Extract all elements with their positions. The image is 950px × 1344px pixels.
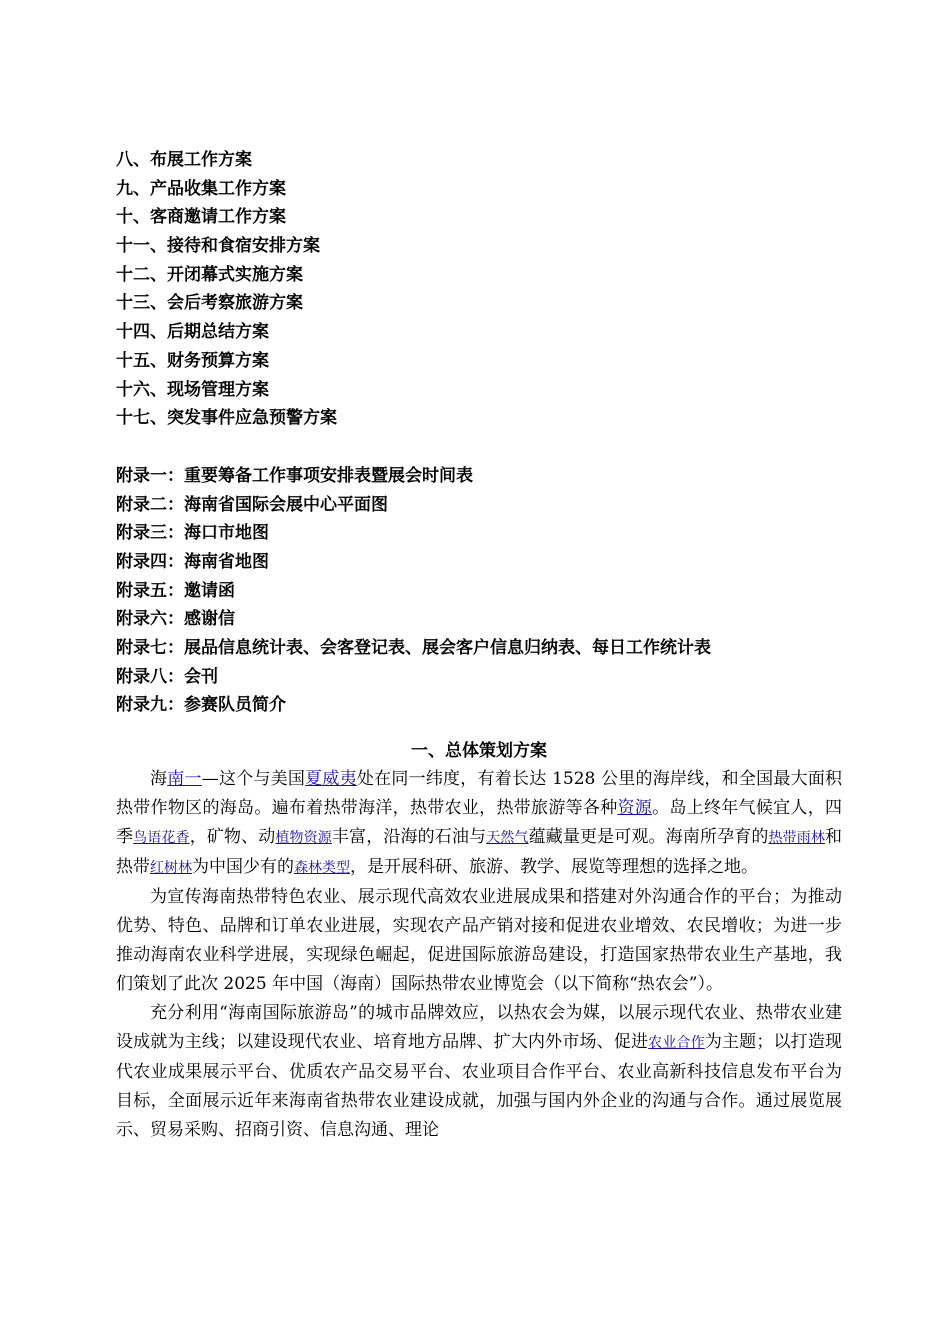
toc-item: 十三、会后考察旅游方案: [116, 293, 303, 314]
link-mangrove[interactable]: 红树林: [150, 860, 192, 877]
link-resources[interactable]: 资源: [617, 798, 653, 819]
toc-item: 十二、开闭幕式实施方案: [116, 264, 303, 285]
text: ，矿物、动: [189, 827, 276, 848]
appendix-item: 附录二：海南省国际会展中心平面图: [116, 494, 388, 515]
text: ，是开展科研、旅游、教学、展览等理想的选择之地。: [350, 857, 758, 878]
text: 和热带: [116, 827, 843, 878]
link-natural-gas[interactable]: 天然气: [486, 830, 529, 847]
text: —这个与美国: [201, 769, 306, 790]
toc-item: 十六、现场管理方案: [116, 379, 269, 400]
link-forest-types[interactable]: 森林类型: [294, 860, 350, 877]
link-tropical-rainforest[interactable]: 热带雨林: [768, 830, 826, 847]
paragraph-strategy: [116, 999, 842, 1145]
text: 为主题；以打造现代农业成果展示平台、优质农产品交易平台、农业项目合作平台、农业高新科技信息发布平台为目标，全面展示近年来海南省热带农业建设成就，加强与国内外企业的沟通与合作。通过展览展示、贸易采购、招商引资、信息沟通、理论: [116, 1032, 843, 1141]
section-title: 一、总体策划方案: [411, 741, 547, 762]
appendix-item: 附录六：感谢信: [116, 609, 235, 630]
text: 丰富，沿海的石油与: [331, 827, 487, 848]
text: 为中国少有的: [192, 857, 294, 878]
toc-list: [116, 146, 842, 433]
toc-item: 十四、后期总结方案: [116, 322, 269, 343]
toc-item: 十五、财务预算方案: [116, 350, 269, 371]
appendix-item: 附录八：会刊: [116, 666, 218, 687]
appendix-item: 附录一：重要筹备工作事项安排表暨展会时间表: [116, 465, 473, 486]
link-hawaii[interactable]: 夏威夷: [305, 769, 357, 790]
document-page: [116, 146, 842, 1145]
link-plant-resources[interactable]: 植物资源: [275, 830, 332, 847]
appendix-item: 附录四：海南省地图: [116, 551, 269, 572]
text: 海: [150, 769, 168, 790]
text: 处在同一纬度，有着长达 1528 公里的海岸线，和全国最大面积热带作物区的海岛。遍布着热带海洋，热带农业，热带旅游等各种: [116, 769, 843, 819]
paragraph-intro: [116, 765, 842, 883]
text: 充分利用“海南国际旅游岛”的城市品牌效应，以热农会为媒，以展示现代农业、热带农业建设成就为主线；以建设现代农业、培育地方品牌、扩大内外市场、促进: [116, 1003, 842, 1053]
text: 蕴藏量更是可观。海南所孕育的: [528, 827, 769, 848]
paragraph-purpose: 为宣传海南热带特色农业、展示现代高效农业进展成果和搭建对外沟通合作的平台；为推动优势、特色、品牌和订单农业进展，实现农产品产销对接和促进农业增效、农民增收；为进一步推动海南农业科学进展，实现绿色崛起，促进国际旅游岛建设，打造国家热带农业生产基地，我们策划了此次 2025 年中国（海南）国际热带农业博览会（以下简称“热农会”）。: [116, 887, 842, 995]
toc-item: 十一、接待和食宿安排方案: [116, 236, 320, 257]
appendix-item: 附录三：海口市地图: [116, 523, 269, 544]
appendix-item: 附录五：邀请函: [116, 580, 235, 601]
toc-item: 十、客商邀请工作方案: [116, 207, 286, 228]
toc-item: 十七、突发事件应急预警方案: [116, 408, 337, 429]
link-nanyi[interactable]: 南一: [167, 769, 202, 790]
appendix-item: 附录七：展品信息统计表、会客登记表、展会客户信息归纳表、每日工作统计表: [116, 638, 711, 658]
toc-item: 九、产品收集工作方案: [116, 178, 286, 199]
appendix-item: 附录九：参赛队员简介: [116, 695, 286, 716]
appendix-list: [116, 462, 842, 720]
link-agri-cooperation[interactable]: 农业合作: [648, 1035, 705, 1052]
toc-item: 八、布展工作方案: [116, 150, 252, 170]
text: 。岛上终年气候宜人，四季: [116, 798, 843, 848]
link-birdsong-flowers[interactable]: 鸟语花香: [133, 830, 190, 847]
